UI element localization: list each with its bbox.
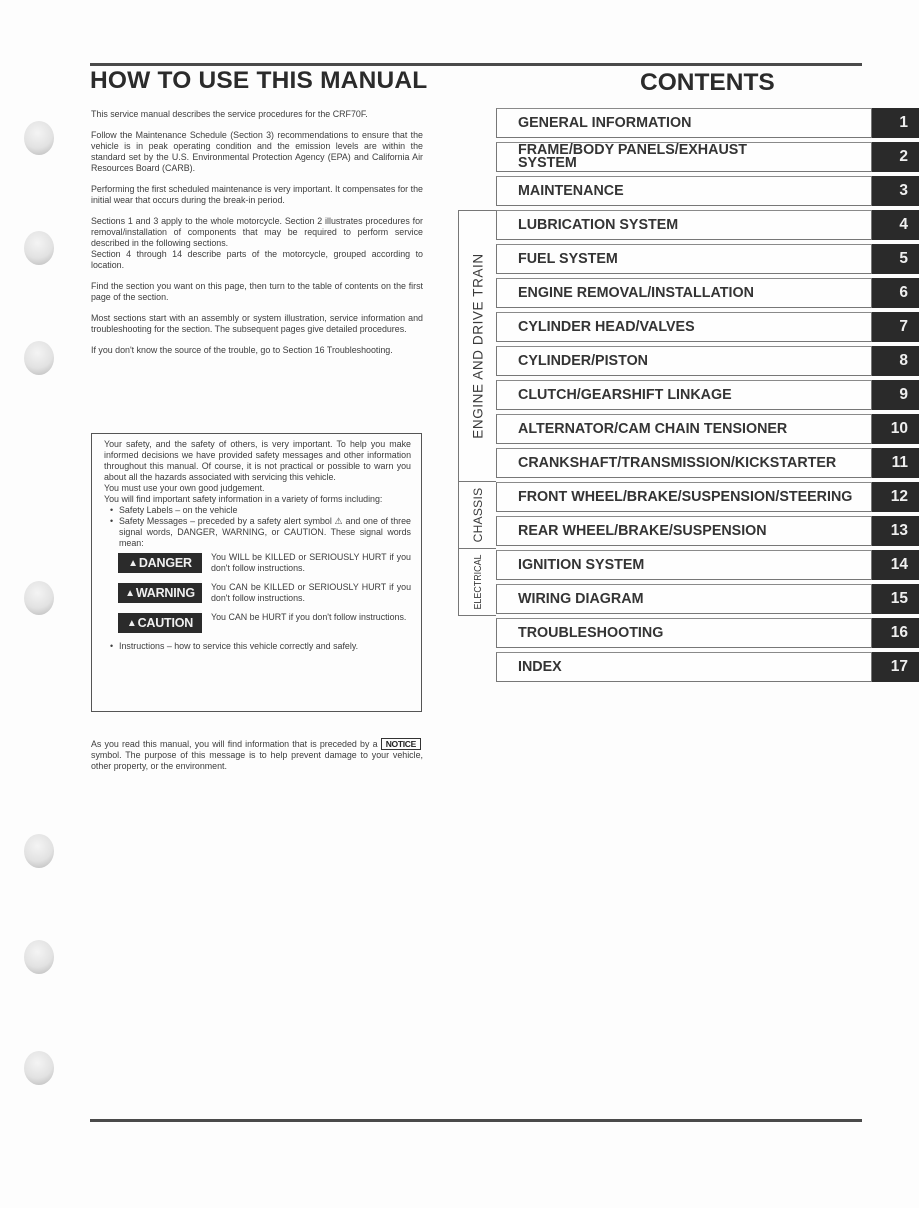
caution-badge xyxy=(118,613,202,633)
intro-text xyxy=(91,109,423,366)
alert-triangle-icon: ▲ xyxy=(125,587,135,599)
section-number-tab[interactable]: 8 xyxy=(872,346,919,376)
toc-item-8[interactable] xyxy=(496,346,919,376)
group-engine-drive-train xyxy=(458,210,496,482)
danger-meaning: You WILL be KILLED or SERIOUSLY HURT if you don't follow instructions. xyxy=(211,552,411,573)
caution-meaning: You CAN be HURT if you don't follow instructions. xyxy=(211,612,407,622)
signal-warning xyxy=(104,582,411,604)
safety-list xyxy=(104,641,411,652)
toc-item-16[interactable] xyxy=(496,618,919,648)
toc-label: TROUBLESHOOTING xyxy=(518,624,664,641)
toc-label: CLUTCH/GEARSHIFT LINKAGE xyxy=(518,386,732,403)
intro-paragraph: Follow the Maintenance Schedule (Section 3) recommendations to ensure that the vehicle is in peak operating condition and the emission levels are within the standard set by the U.S. Environmental Protection Agency (EPA) and California Air Resources Board (CARB). xyxy=(91,130,423,173)
toc-item-2[interactable] xyxy=(496,142,919,172)
bottom-rule xyxy=(90,1119,862,1122)
alert-triangle-icon: ▲ xyxy=(126,617,137,629)
section-number-tab[interactable]: 6 xyxy=(872,278,919,308)
group-chassis xyxy=(458,481,496,549)
toc-link[interactable] xyxy=(496,176,872,206)
intro-paragraph: If you don't know the source of the trouble, go to Section 16 Troubleshooting. xyxy=(91,345,393,355)
top-rule xyxy=(90,63,862,66)
toc-link[interactable] xyxy=(496,278,872,308)
signal-danger xyxy=(104,552,411,574)
intro-paragraph: Most sections start with an assembly or system illustration, service information and troubleshooting for the section. The subsequent pages give detailed procedures. xyxy=(91,313,423,334)
toc-label: FRONT WHEEL/BRAKE/SUSPENSION/STEERING xyxy=(518,488,853,505)
section-number-tab[interactable]: 17 xyxy=(872,652,919,682)
toc-link[interactable] xyxy=(496,244,872,274)
section-number-tab[interactable]: 5 xyxy=(872,244,919,274)
warning-word: WARNING xyxy=(135,585,195,600)
toc-link[interactable] xyxy=(496,482,872,512)
notice-text-before: As you read this manual, you will find information that is preceded by a xyxy=(91,739,378,749)
toc-link[interactable] xyxy=(496,142,872,172)
safety-list-item: • Instructions – how to service this vehicle correctly and safely. xyxy=(110,641,411,652)
toc-label: CYLINDER/PISTON xyxy=(518,352,649,369)
safety-list-item: • Safety Labels – on the vehicle xyxy=(110,505,411,516)
binder-hole-icon xyxy=(24,834,54,868)
binder-hole-icon xyxy=(24,231,54,265)
binder-hole-icon xyxy=(24,341,54,375)
safety-intro: Your safety, and the safety of others, is very important. To help you make informed decisions we have provided safety messages and other information throughout this manual. Of course, it is not practical or possible to warn you about all the hazards associated with servicing this vehicle. xyxy=(104,439,411,482)
binder-hole-icon xyxy=(24,581,54,615)
toc-link[interactable] xyxy=(496,516,872,546)
toc-item-10[interactable] xyxy=(496,414,919,444)
toc-item-12[interactable] xyxy=(496,482,919,512)
section-number-tab[interactable]: 11 xyxy=(872,448,919,478)
group-label: ELECTRICAL xyxy=(471,554,484,610)
toc-item-17[interactable] xyxy=(496,652,919,682)
warning-meaning: You CAN be KILLED or SERIOUSLY HURT if you don't follow instructions. xyxy=(211,582,411,603)
group-label: CHASSIS xyxy=(470,487,485,543)
toc-label-line2: SYSTEM xyxy=(518,155,577,171)
binder-hole-icon xyxy=(24,121,54,155)
toc-link[interactable] xyxy=(496,652,872,682)
intro-paragraph: Sections 1 and 3 apply to the whole motorcycle. Section 2 illustrates procedures for removal/installation of components that may be required to perform service described in the following sections. xyxy=(91,216,423,248)
intro-paragraph: Performing the first scheduled maintenance is very important. It compensates for the initial wear that occurs during the break-in period. xyxy=(91,184,423,205)
caution-word: CAUTION xyxy=(137,615,194,630)
toc-item-13[interactable] xyxy=(496,516,919,546)
section-number-tab[interactable]: 10 xyxy=(872,414,919,444)
toc-label: ALTERNATOR/CAM CHAIN TENSIONER xyxy=(518,420,788,437)
safety-judgement: You must use your own good judgement. xyxy=(104,483,265,493)
notice-text-after: symbol. The purpose of this message is to help prevent damage to your vehicle, other property, or the environment. xyxy=(91,750,423,771)
group-label: ENGINE AND DRIVE TRAIN xyxy=(470,253,485,439)
danger-badge xyxy=(118,553,202,573)
toc-item-6[interactable] xyxy=(496,278,919,308)
toc-item-15[interactable] xyxy=(496,584,919,614)
toc-label: WIRING DIAGRAM xyxy=(518,590,644,607)
toc-label: GENERAL INFORMATION xyxy=(518,114,692,131)
toc-label: CYLINDER HEAD/VALVES xyxy=(518,318,695,335)
section-number-tab[interactable]: 14 xyxy=(872,550,919,580)
toc-item-4[interactable] xyxy=(496,210,919,240)
toc-label: FRAME/BODY PANELS/EXHAUST xyxy=(518,142,748,158)
toc-label: REAR WHEEL/BRAKE/SUSPENSION xyxy=(518,522,767,539)
section-number-tab[interactable]: 16 xyxy=(872,618,919,648)
section-number-tab[interactable]: 4 xyxy=(872,210,919,240)
page-title: HOW TO USE THIS MANUAL xyxy=(90,67,428,94)
toc-item-7[interactable] xyxy=(496,312,919,342)
toc-link[interactable] xyxy=(496,414,872,444)
toc-label: MAINTENANCE xyxy=(518,182,624,199)
safety-list xyxy=(104,505,411,549)
notice-badge: NOTICE xyxy=(381,738,421,750)
toc-label: INDEX xyxy=(518,658,562,675)
toc-link[interactable] xyxy=(496,618,872,648)
section-number-tab[interactable]: 12 xyxy=(872,482,919,512)
warning-badge xyxy=(118,583,202,603)
toc-item-9[interactable] xyxy=(496,380,919,410)
toc-label: CRANKSHAFT/TRANSMISSION/KICKSTARTER xyxy=(518,454,837,471)
toc-link[interactable] xyxy=(496,550,872,580)
section-number-tab[interactable]: 1 xyxy=(872,108,919,138)
section-number-tab[interactable]: 13 xyxy=(872,516,919,546)
intro-paragraph: Section 4 through 14 describe parts of the motorcycle, grouped according to location. xyxy=(91,249,423,270)
toc-item-11[interactable] xyxy=(496,448,919,478)
toc-item-1[interactable] xyxy=(496,108,919,138)
toc-link[interactable] xyxy=(496,584,872,614)
section-number-tab[interactable]: 7 xyxy=(872,312,919,342)
section-number-tab[interactable]: 2 xyxy=(872,142,919,172)
group-electrical xyxy=(458,548,496,616)
binder-hole-icon xyxy=(24,1051,54,1085)
safety-list-item: • Safety Messages – preceded by a safety alert symbol ⚠ and one of three signal words, DANGER, WARNING, or CAUTION. These signal words mean: xyxy=(110,516,411,549)
intro-paragraph: Find the section you want on this page, then turn to the table of contents on the first page of the section. xyxy=(91,281,423,302)
toc-item-14[interactable] xyxy=(496,550,919,580)
toc-link[interactable] xyxy=(496,312,872,342)
toc-link[interactable] xyxy=(496,108,872,138)
signal-caution xyxy=(104,612,411,633)
section-number-tab[interactable]: 3 xyxy=(872,176,919,206)
toc-label: IGNITION SYSTEM xyxy=(518,556,645,573)
section-number-tab[interactable]: 15 xyxy=(872,584,919,614)
toc-item-5[interactable] xyxy=(496,244,919,274)
notice-paragraph xyxy=(91,738,423,772)
safety-forms: You will find important safety information in a variety of forms including: xyxy=(104,494,383,504)
section-number-tab[interactable]: 9 xyxy=(872,380,919,410)
toc-label: ENGINE REMOVAL/INSTALLATION xyxy=(518,284,754,301)
binder-hole-icon xyxy=(24,940,54,974)
toc-link[interactable] xyxy=(496,448,872,478)
toc-label: FUEL SYSTEM xyxy=(518,250,618,267)
toc-link[interactable] xyxy=(496,346,872,376)
toc-link[interactable] xyxy=(496,210,872,240)
intro-paragraph: This service manual describes the service procedures for the CRF70F. xyxy=(91,109,368,119)
danger-word: DANGER xyxy=(138,555,192,570)
toc-link[interactable] xyxy=(496,380,872,410)
alert-triangle-icon: ▲ xyxy=(128,557,138,569)
toc-label: LUBRICATION SYSTEM xyxy=(518,216,679,233)
toc-item-3[interactable] xyxy=(496,176,919,206)
safety-box xyxy=(91,433,422,712)
contents-title: CONTENTS xyxy=(640,69,775,96)
